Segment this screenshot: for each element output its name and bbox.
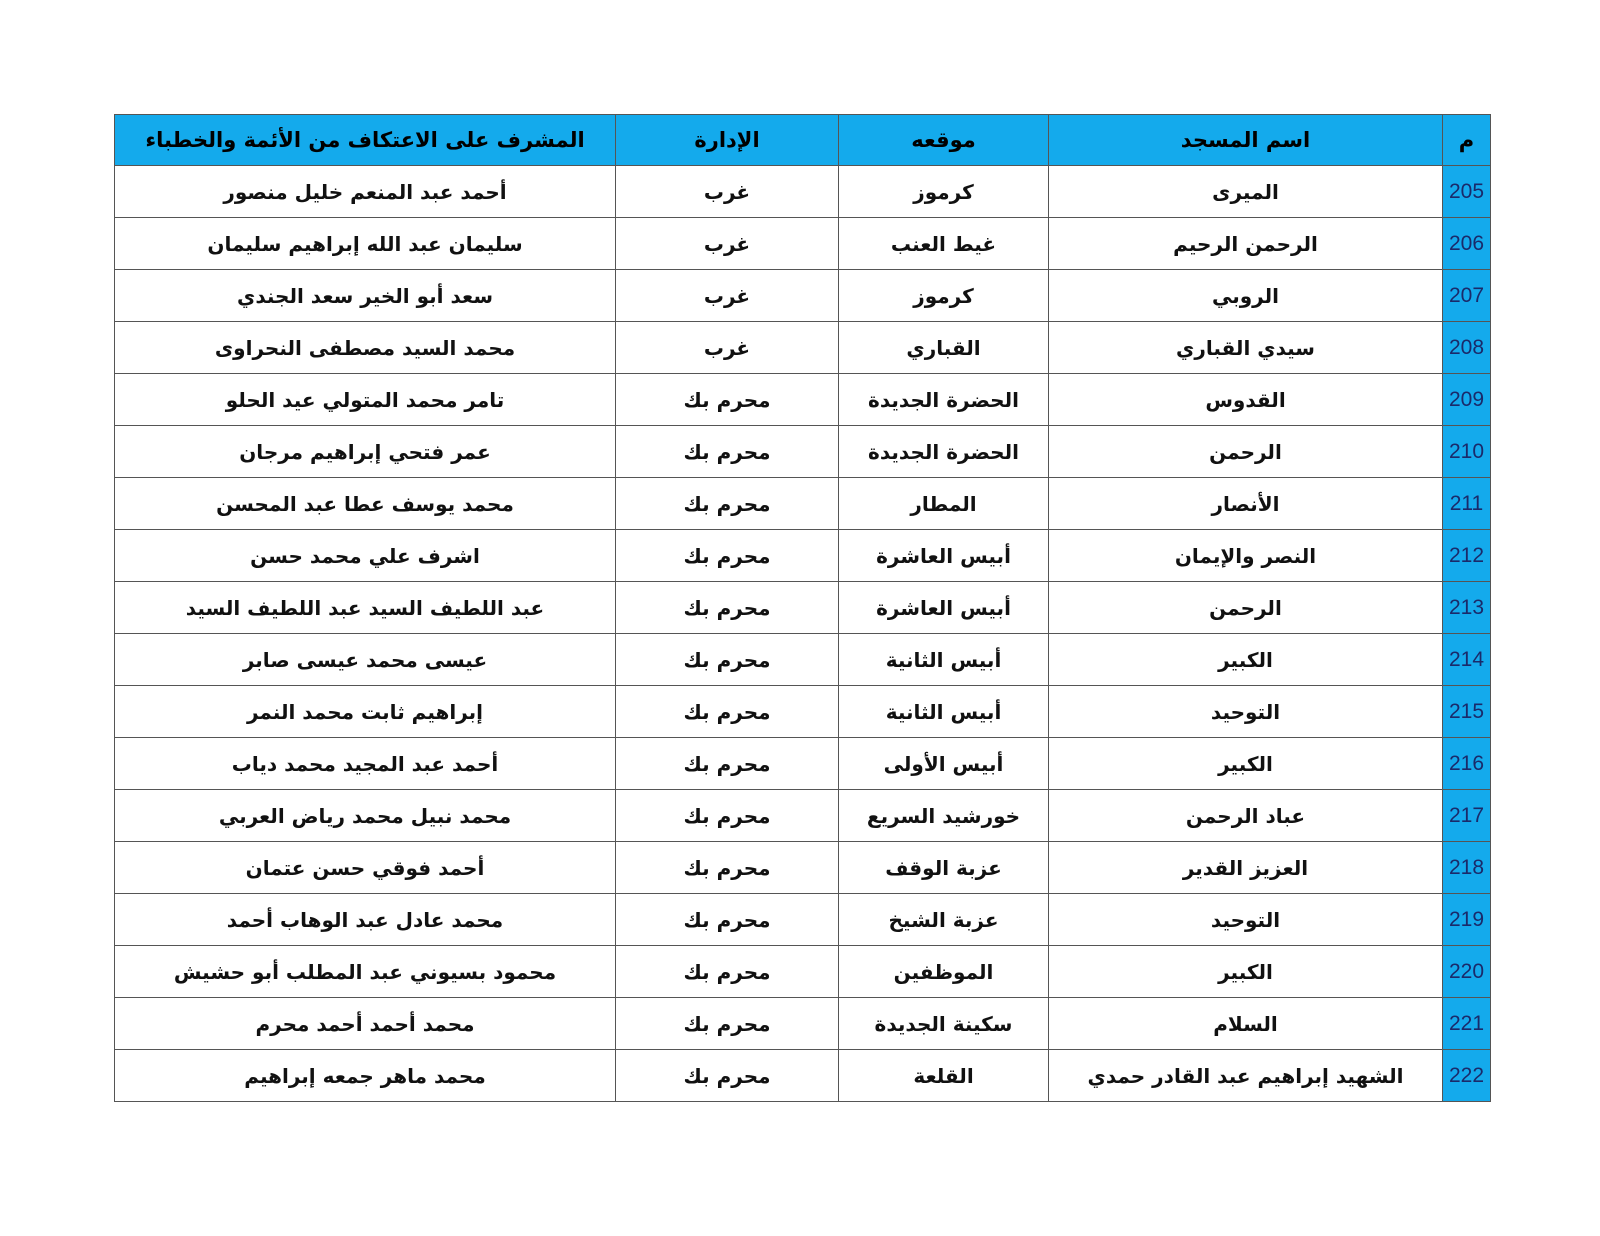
table-row xyxy=(115,218,1491,270)
cell-administration: محرم بك xyxy=(616,998,839,1050)
header-number: م xyxy=(1443,115,1491,166)
cell-location: القباري xyxy=(839,322,1049,374)
cell-number: 208 xyxy=(1443,322,1491,374)
table-row xyxy=(115,582,1491,634)
cell-administration: غرب xyxy=(616,270,839,322)
header-supervisor: المشرف على الاعتكاف من الأئمة والخطباء xyxy=(115,115,616,166)
cell-administration: غرب xyxy=(616,322,839,374)
cell-mosque-name: عباد الرحمن xyxy=(1049,790,1443,842)
cell-location: أبيس العاشرة xyxy=(839,582,1049,634)
cell-supervisor: عمر فتحي إبراهيم مرجان xyxy=(115,426,616,478)
table-row xyxy=(115,166,1491,218)
cell-number: 211 xyxy=(1443,478,1491,530)
table-row xyxy=(115,790,1491,842)
cell-number: 218 xyxy=(1443,842,1491,894)
header-administration: الإدارة xyxy=(616,115,839,166)
header-mosque-name: اسم المسجد xyxy=(1049,115,1443,166)
cell-location: الموظفين xyxy=(839,946,1049,998)
cell-mosque-name: الرحمن xyxy=(1049,426,1443,478)
cell-supervisor: محمد السيد مصطفى النحراوى xyxy=(115,322,616,374)
cell-supervisor: محمد نبيل محمد رياض العربي xyxy=(115,790,616,842)
table-row xyxy=(115,946,1491,998)
cell-supervisor: عبد اللطيف السيد عبد اللطيف السيد xyxy=(115,582,616,634)
cell-location: عزبة الشيخ xyxy=(839,894,1049,946)
cell-number: 207 xyxy=(1443,270,1491,322)
cell-supervisor: محمود بسيوني عبد المطلب أبو حشيش xyxy=(115,946,616,998)
cell-number: 216 xyxy=(1443,738,1491,790)
cell-number: 210 xyxy=(1443,426,1491,478)
cell-mosque-name: الكبير xyxy=(1049,946,1443,998)
cell-location: أبيس العاشرة xyxy=(839,530,1049,582)
header-location: موقعه xyxy=(839,115,1049,166)
table-row xyxy=(115,374,1491,426)
cell-location: أبيس الثانية xyxy=(839,634,1049,686)
cell-mosque-name: العزيز القدير xyxy=(1049,842,1443,894)
cell-supervisor: أحمد عبد المجيد محمد دياب xyxy=(115,738,616,790)
cell-supervisor: محمد عادل عبد الوهاب أحمد xyxy=(115,894,616,946)
table-row xyxy=(115,998,1491,1050)
cell-mosque-name: التوحيد xyxy=(1049,894,1443,946)
cell-supervisor: أحمد عبد المنعم خليل منصور xyxy=(115,166,616,218)
cell-mosque-name: الأنصار xyxy=(1049,478,1443,530)
cell-administration: محرم بك xyxy=(616,1050,839,1102)
cell-number: 205 xyxy=(1443,166,1491,218)
table-row xyxy=(115,426,1491,478)
cell-mosque-name: سيدي القباري xyxy=(1049,322,1443,374)
cell-location: القلعة xyxy=(839,1050,1049,1102)
cell-number: 206 xyxy=(1443,218,1491,270)
table-row xyxy=(115,270,1491,322)
cell-mosque-name: الروبي xyxy=(1049,270,1443,322)
table-row xyxy=(115,738,1491,790)
document-page xyxy=(114,114,1490,1102)
cell-location: خورشيد السريع xyxy=(839,790,1049,842)
cell-supervisor: اشرف علي محمد حسن xyxy=(115,530,616,582)
cell-mosque-name: الرحمن الرحيم xyxy=(1049,218,1443,270)
cell-supervisor: أحمد فوقي حسن عتمان xyxy=(115,842,616,894)
cell-number: 221 xyxy=(1443,998,1491,1050)
cell-location: الحضرة الجديدة xyxy=(839,426,1049,478)
cell-number: 215 xyxy=(1443,686,1491,738)
cell-number: 209 xyxy=(1443,374,1491,426)
table-row xyxy=(115,894,1491,946)
cell-mosque-name: القدوس xyxy=(1049,374,1443,426)
cell-administration: محرم بك xyxy=(616,530,839,582)
cell-administration: غرب xyxy=(616,218,839,270)
table-row xyxy=(115,478,1491,530)
cell-mosque-name: النصر والإيمان xyxy=(1049,530,1443,582)
cell-supervisor: إبراهيم ثابت محمد النمر xyxy=(115,686,616,738)
cell-number: 220 xyxy=(1443,946,1491,998)
cell-administration: محرم بك xyxy=(616,426,839,478)
cell-administration: محرم بك xyxy=(616,946,839,998)
table-body xyxy=(115,166,1491,1102)
cell-mosque-name: السلام xyxy=(1049,998,1443,1050)
cell-number: 214 xyxy=(1443,634,1491,686)
cell-administration: محرم بك xyxy=(616,738,839,790)
cell-administration: محرم بك xyxy=(616,894,839,946)
cell-administration: محرم بك xyxy=(616,582,839,634)
table-row xyxy=(115,842,1491,894)
table-row xyxy=(115,634,1491,686)
cell-location: كرموز xyxy=(839,166,1049,218)
cell-supervisor: محمد يوسف عطا عبد المحسن xyxy=(115,478,616,530)
cell-mosque-name: الكبير xyxy=(1049,738,1443,790)
table-row xyxy=(115,686,1491,738)
cell-supervisor: محمد ماهر جمعه إبراهيم xyxy=(115,1050,616,1102)
cell-administration: محرم بك xyxy=(616,634,839,686)
cell-mosque-name: الكبير xyxy=(1049,634,1443,686)
cell-administration: محرم بك xyxy=(616,686,839,738)
table-header xyxy=(115,115,1491,166)
cell-administration: محرم بك xyxy=(616,842,839,894)
cell-administration: محرم بك xyxy=(616,790,839,842)
cell-location: أبيس الأولى xyxy=(839,738,1049,790)
cell-location: عزبة الوقف xyxy=(839,842,1049,894)
cell-supervisor: تامر محمد المتولي عيد الحلو xyxy=(115,374,616,426)
mosque-supervisors-table xyxy=(114,114,1491,1102)
cell-number: 222 xyxy=(1443,1050,1491,1102)
cell-number: 212 xyxy=(1443,530,1491,582)
cell-location: غيط العنب xyxy=(839,218,1049,270)
cell-mosque-name: الميرى xyxy=(1049,166,1443,218)
cell-number: 213 xyxy=(1443,582,1491,634)
cell-administration: غرب xyxy=(616,166,839,218)
cell-number: 219 xyxy=(1443,894,1491,946)
cell-location: المطار xyxy=(839,478,1049,530)
table-row xyxy=(115,1050,1491,1102)
cell-supervisor: سليمان عبد الله إبراهيم سليمان xyxy=(115,218,616,270)
cell-supervisor: محمد أحمد أحمد محرم xyxy=(115,998,616,1050)
cell-supervisor: عيسى محمد عيسى صابر xyxy=(115,634,616,686)
cell-supervisor: سعد أبو الخير سعد الجندي xyxy=(115,270,616,322)
table-row xyxy=(115,322,1491,374)
cell-location: الحضرة الجديدة xyxy=(839,374,1049,426)
header-row xyxy=(115,115,1491,166)
table-row xyxy=(115,530,1491,582)
cell-administration: محرم بك xyxy=(616,478,839,530)
cell-mosque-name: التوحيد xyxy=(1049,686,1443,738)
cell-mosque-name: الشهيد إبراهيم عبد القادر حمدي xyxy=(1049,1050,1443,1102)
cell-location: كرموز xyxy=(839,270,1049,322)
cell-administration: محرم بك xyxy=(616,374,839,426)
cell-location: سكينة الجديدة xyxy=(839,998,1049,1050)
cell-number: 217 xyxy=(1443,790,1491,842)
cell-location: أبيس الثانية xyxy=(839,686,1049,738)
cell-mosque-name: الرحمن xyxy=(1049,582,1443,634)
